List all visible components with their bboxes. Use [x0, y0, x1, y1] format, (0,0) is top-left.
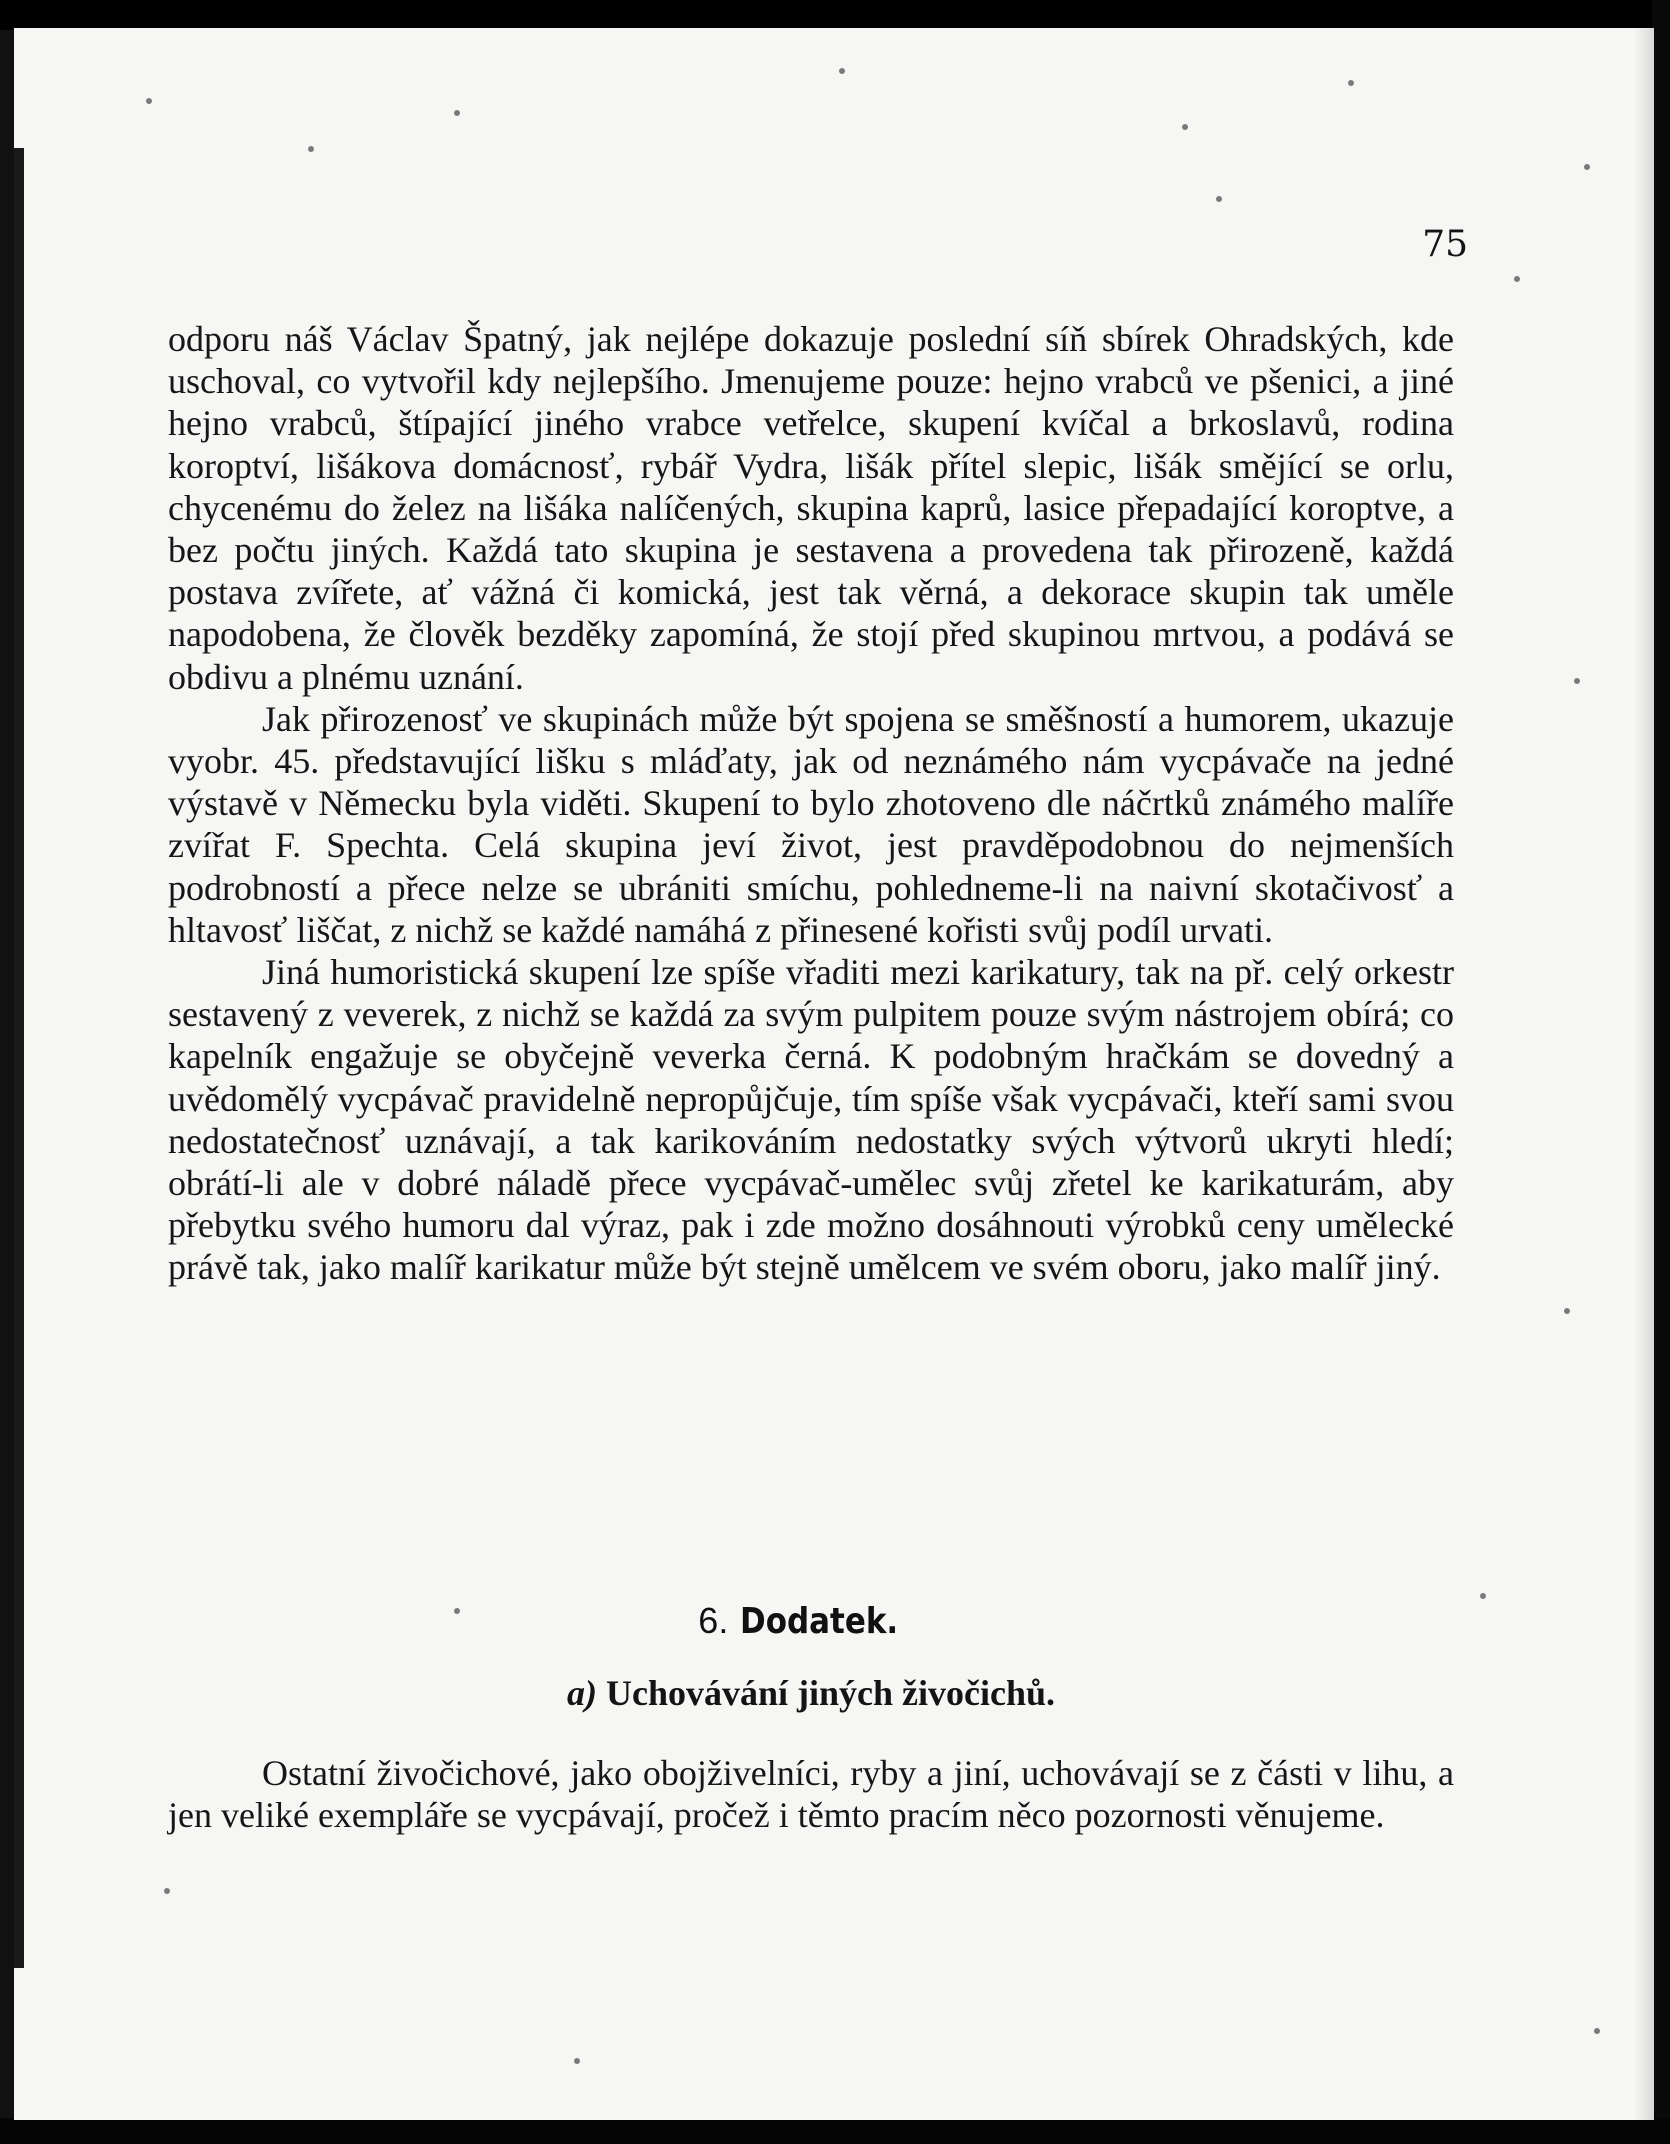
paper-speck: [1182, 124, 1188, 130]
paper-speck: [454, 110, 460, 116]
page-number: 75: [1422, 224, 1468, 265]
section-title: Dodatek.: [739, 1601, 898, 1642]
scan-border-top: [0, 0, 1670, 30]
subsection-heading: [168, 1672, 1454, 1714]
paper-speck: [1216, 196, 1222, 202]
paper-speck: [146, 98, 152, 104]
body-text: [168, 318, 1454, 1289]
paper-speck: [1564, 1308, 1570, 1314]
section-number: 6.: [698, 1600, 729, 1641]
paper-speck: [1480, 1593, 1486, 1599]
paper-speck: [1348, 80, 1354, 86]
paragraph-2: Jak přirozenosť ve skupinách může být spojena se směšností a humorem, ukazuje vyobr. 45. představující lišku s mláďaty, jak od neznámého nám vycpávače na jedné výstavě v Německu byla viděti. Skupení to bylo zhotoveno dle náčrtků známého malíře zvířat F. Spechta. Celá skupina jeví život, jest pravděpodobnou do nejmenších podrobností a přece nelze se ubrániti smíchu, pohledneme-li na naivní skotačivosť a hltavosť liščat, z nichž se každé namáhá z přinesené kořisti svůj podíl urvati.: [168, 698, 1454, 950]
paper-speck: [308, 146, 314, 152]
paper-speck: [839, 68, 845, 74]
scan-border-right: [1652, 0, 1670, 2144]
paragraph-3: Jiná humoristická skupení lze spíše vřaditi mezi karikatury, tak na př. celý orkestr sestavený z veverek, z nichž se každá za svým pulpitem pouze svým nástrojem obírá; co kapelník engažuje se obyčejně veverka černá. K podobným hračkám se dovedný a uvědomělý vycpávač pravidelně nepropůjčuje, tím spíše však vycpávači, kteří sami svou nedostatečnosť uznávají, a tak karikováním nedostatky svých výtvorů ukryti hledí; obrátí-li ale v dobré náladě přece vycpávač-umělec svůj zřetel ke karikaturám, aby přebytku svého humoru dal výraz, pak i zde možno dosáhnouti výrobků ceny umělecké právě tak, jako malíř karikatur může být stejně umělcem ve svém oboru, jako malíř jiný.: [168, 952, 1454, 1288]
paper-speck: [1584, 164, 1590, 170]
section-heading: [168, 1600, 1454, 1642]
paper-speck: [1594, 2028, 1600, 2034]
binding-edge: [14, 148, 24, 1968]
closing-paragraph: Ostatní živočichové, jako obojživelníci, ryby a jiní, uchovávají se z části v lihu, a jen veliké exempláře se vycpávají, pročež i těmto pracím něco pozornosti věnujeme.: [168, 1753, 1454, 1836]
page-shadow: [1634, 28, 1654, 2120]
paper-speck: [1514, 276, 1520, 282]
paper-speck: [1574, 678, 1580, 684]
paper-speck: [164, 1888, 170, 1894]
scan-border-bottom: [0, 2118, 1670, 2144]
paragraph-1: odporu náš Václav Špatný, jak nejlépe dokazuje poslední síň sbírek Ohradských, kde uschoval, co vytvořil kdy nejlepšího. Jmenujeme pouze: hejno vrabců ve pšenici, a jiné hejno vrabců, štípající jiného vrabce vetřelce, skupení kvíčal a brkoslavů, rodina koroptví, lišákova domácnosť, rybář Vydra, lišák přítel slepic, lišák smějící se orlu, chycenému do želez na lišáka nalíčených, skupina kaprů, lasice přepadající koroptve, a bez počtu jiných. Každá tato skupina je sestavena a provedena tak přirozeně, každá postava zvířete, ať vážná či komická, jest tak věrná, a dekorace skupin tak uměle napodobena, že člověk bezděky zapomíná, že stojí před skupinou mrtvou, a podává se obdivu a plnému uznání.: [168, 319, 1454, 697]
closing-text: [168, 1752, 1454, 1836]
subsection-letter: a): [566, 1673, 597, 1713]
paper-speck: [574, 2058, 580, 2064]
subsection-title: Uchovávání jiných živočichů.: [605, 1673, 1055, 1713]
